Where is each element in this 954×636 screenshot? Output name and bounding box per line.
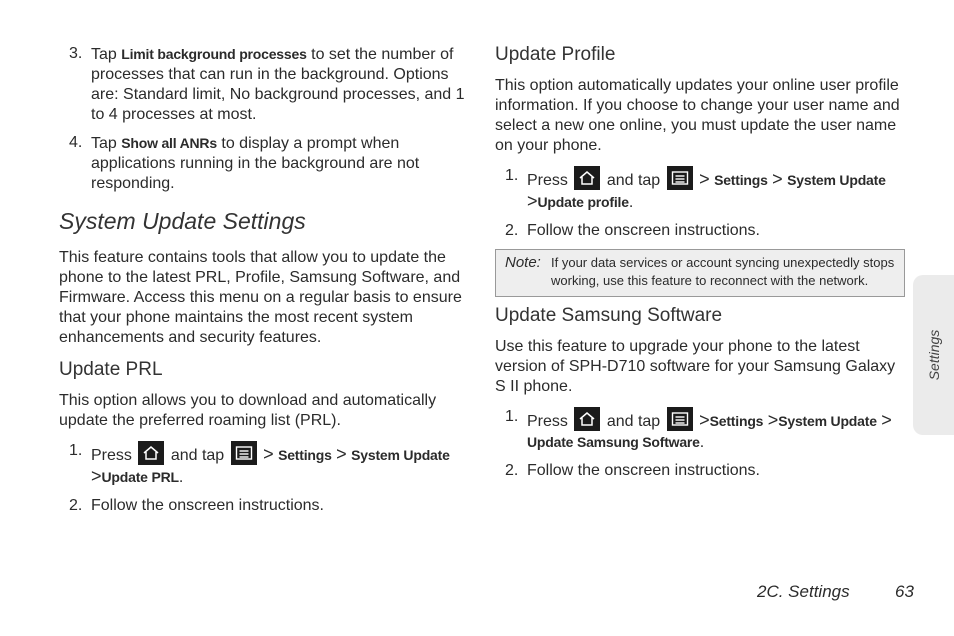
right-column — [495, 44, 905, 481]
menu-icon — [667, 407, 693, 431]
heading-update-profile: Update Profile — [495, 44, 616, 65]
samsung-description: Use this feature to upgrade your phone to the latest version of SPH-D710 software for your Samsung Galaxy S II phone. — [495, 338, 896, 395]
left-column — [59, 44, 469, 516]
list-item: 4. Tap Show all ANRs to display a prompt when applications running in the background are not responding. — [69, 134, 420, 192]
ui-term: Show all ANRs — [121, 135, 217, 151]
section-title: System Update Settings — [59, 208, 306, 234]
side-section-tab — [913, 275, 954, 435]
list-item: 2. Follow the onscreen instructions. — [505, 222, 760, 239]
note-box — [495, 249, 905, 297]
home-icon — [574, 166, 600, 190]
list-item: 3. Tap Limit background processes to set the number of processes that can run in the background. Options are: Standard limit, No background processes, and 1 to 4 processes at most. — [69, 45, 465, 123]
side-tab-label: Settings — [925, 329, 942, 381]
list-item: 1. Press and tap > Settings > System Update >Update PRL. — [69, 442, 450, 486]
menu-icon — [231, 441, 257, 465]
list-item: 2. Follow the onscreen instructions. — [505, 462, 760, 479]
list-item: 1. Press and tap >Settings >System Update > Update Samsung Software. — [505, 408, 892, 451]
list-item: 2. Follow the onscreen instructions. — [69, 497, 324, 514]
note-text: If your data services or account syncing unexpectedly stops working, use this feature to reconnect with the network. — [551, 255, 895, 288]
list-item: 1. Press and tap > Settings > System Update >Update profile. — [505, 167, 886, 211]
note-label: Note: — [505, 254, 541, 271]
menu-icon — [667, 166, 693, 190]
page-number: 63 — [895, 582, 914, 601]
profile-description: This option automatically updates your online user profile information. If you choose to change your user name and select a new one online, you must update the user name on your phone. — [495, 77, 900, 154]
heading-update-samsung-software: Update Samsung Software — [495, 305, 723, 326]
home-icon — [138, 441, 164, 465]
home-icon — [574, 407, 600, 431]
prl-description: This option allows you to download and automatically update the preferred roaming list (PRL). — [59, 392, 437, 429]
heading-update-prl: Update PRL — [59, 359, 163, 380]
section-intro: This feature contains tools that allow you to update the phone to the latest PRL, Profile, Samsung Software, and Firmware. Access this menu on a regular basis to ensure that your phone maintains the most recent system enhancements and security features. — [59, 249, 462, 346]
footer-section: 2C. Settings — [757, 582, 850, 601]
ui-term: Limit background processes — [121, 46, 307, 62]
